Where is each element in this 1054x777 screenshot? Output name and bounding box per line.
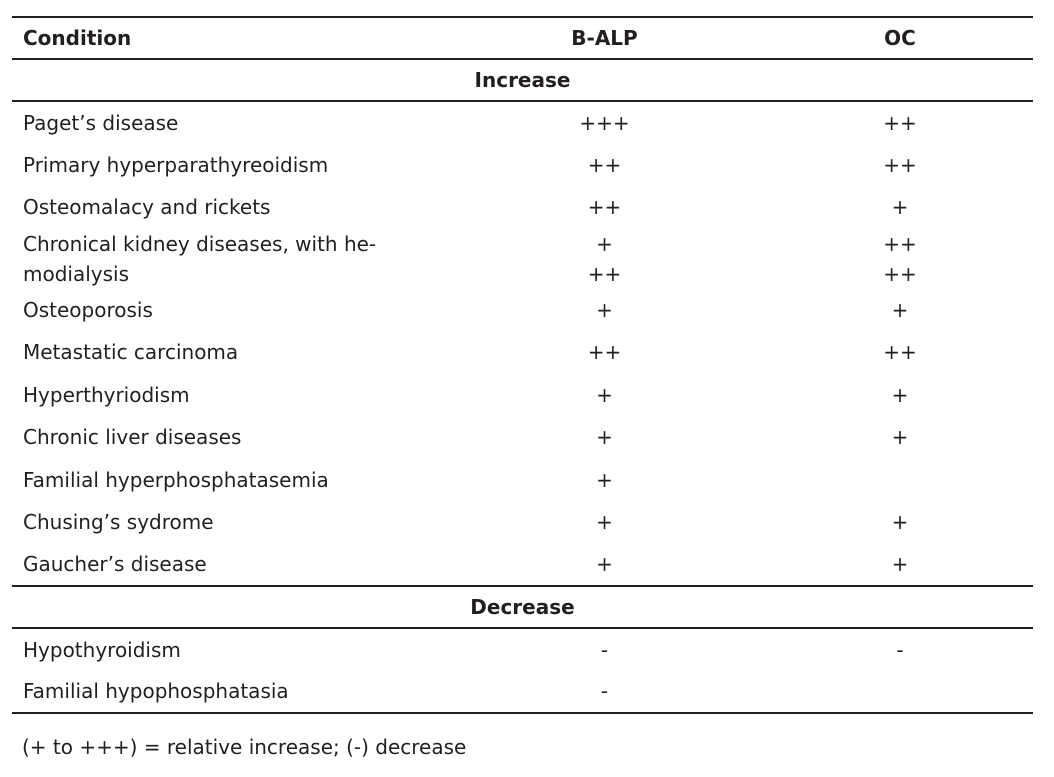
oc-value-cell bbox=[787, 186, 1033, 229]
balp-value-cell-line: + bbox=[596, 382, 613, 407]
section-row-increase bbox=[12, 59, 1033, 101]
condition-cell bbox=[12, 331, 412, 374]
column-header-balp: B-ALP bbox=[571, 26, 638, 50]
condition-cell bbox=[12, 628, 412, 671]
balp-value-cell-line: - bbox=[600, 679, 609, 704]
condition-cell-line: Metastatic carcinoma bbox=[23, 340, 239, 365]
condition-cell-line: modialysis bbox=[23, 261, 130, 286]
condition-cell bbox=[12, 374, 412, 417]
oc-value-cell bbox=[787, 501, 1033, 544]
column-header-oc: OC bbox=[884, 26, 916, 50]
table-header-row bbox=[12, 17, 1033, 59]
oc-value-cell bbox=[787, 229, 1033, 289]
balp-value-cell bbox=[412, 416, 787, 459]
balp-value-cell bbox=[412, 628, 787, 671]
condition-cell bbox=[12, 459, 412, 502]
oc-value-cell-line: + bbox=[891, 195, 909, 220]
balp-value-cell bbox=[412, 186, 787, 229]
condition-cell-line: Hyperthyriodism bbox=[23, 382, 190, 407]
bone-markers-table bbox=[12, 16, 1033, 714]
table-row bbox=[12, 186, 1033, 229]
oc-value-cell bbox=[787, 628, 1033, 671]
balp-value-cell-line: - bbox=[600, 637, 609, 662]
balp-value-cell bbox=[412, 544, 787, 587]
balp-value-cell-line: ++ bbox=[587, 340, 622, 365]
table-row bbox=[12, 459, 1033, 502]
oc-value-cell-line: ++ bbox=[883, 152, 917, 177]
balp-value-cell-line: ++ bbox=[587, 261, 622, 286]
balp-value-cell-line: ++ bbox=[587, 152, 622, 177]
oc-value-cell bbox=[787, 101, 1033, 144]
oc-value-cell-line: ++ bbox=[883, 340, 917, 365]
condition-cell bbox=[12, 416, 412, 459]
table-row bbox=[12, 544, 1033, 587]
table-row bbox=[12, 671, 1033, 714]
table-row bbox=[12, 101, 1033, 144]
oc-value-cell-line: ++ bbox=[883, 110, 917, 135]
table-row bbox=[12, 144, 1033, 187]
balp-value-cell bbox=[412, 144, 787, 187]
oc-value-cell bbox=[787, 374, 1033, 417]
oc-value-cell bbox=[787, 331, 1033, 374]
balp-value-cell-line: + bbox=[596, 297, 613, 322]
condition-cell bbox=[12, 144, 412, 187]
balp-value-cell-line: + bbox=[596, 552, 613, 577]
section-title: Decrease bbox=[12, 586, 1033, 628]
table-row bbox=[12, 289, 1033, 332]
condition-cell bbox=[12, 101, 412, 144]
markers-table-container bbox=[12, 16, 1033, 714]
oc-value-cell bbox=[787, 416, 1033, 459]
condition-cell-line: Paget’s disease bbox=[23, 110, 179, 135]
table-row bbox=[12, 374, 1033, 417]
condition-cell-line: Familial hypophosphatasia bbox=[23, 679, 289, 704]
balp-value-cell-line: +++ bbox=[579, 110, 630, 135]
oc-value-cell bbox=[787, 144, 1033, 187]
oc-value-cell-line: + bbox=[891, 297, 909, 322]
condition-cell bbox=[12, 544, 412, 587]
condition-cell bbox=[12, 229, 412, 289]
oc-value-cell-line: + bbox=[891, 382, 909, 407]
balp-value-cell bbox=[412, 459, 787, 502]
condition-cell-line: Hypothyroidism bbox=[23, 637, 181, 662]
oc-value-cell bbox=[787, 459, 1033, 502]
balp-value-cell bbox=[412, 671, 787, 714]
balp-value-cell-line: + bbox=[596, 231, 613, 256]
condition-cell-line: Osteomalacy and rickets bbox=[23, 195, 271, 220]
balp-value-cell-line: + bbox=[596, 467, 613, 492]
column-header-condition: Condition bbox=[23, 26, 132, 50]
oc-value-cell-line: + bbox=[891, 425, 909, 450]
table-row bbox=[12, 416, 1033, 459]
oc-value-cell-line: ++ bbox=[883, 231, 917, 256]
condition-cell bbox=[12, 671, 412, 714]
condition-cell-line: Chusing’s sydrome bbox=[23, 510, 214, 535]
table-body bbox=[12, 59, 1033, 713]
table-row bbox=[12, 628, 1033, 671]
oc-value-cell-line: ++ bbox=[883, 261, 917, 286]
table-row bbox=[12, 229, 1033, 289]
oc-value-cell bbox=[787, 544, 1033, 587]
condition-cell bbox=[12, 186, 412, 229]
balp-value-cell bbox=[412, 289, 787, 332]
balp-value-cell bbox=[412, 501, 787, 544]
oc-value-cell-line: + bbox=[891, 552, 909, 577]
oc-value-cell-line: - bbox=[896, 637, 904, 662]
condition-cell bbox=[12, 501, 412, 544]
balp-value-cell-line: ++ bbox=[587, 195, 622, 220]
condition-cell-line: Chronical kidney diseases, with he- bbox=[23, 231, 377, 256]
table-row bbox=[12, 331, 1033, 374]
condition-cell-line: Familial hyperphosphatasemia bbox=[23, 467, 329, 492]
section-row-decrease bbox=[12, 586, 1033, 628]
condition-cell-line: Gaucher’s disease bbox=[23, 552, 207, 577]
condition-cell-line: Primary hyperparathyreoidism bbox=[23, 152, 329, 177]
condition-cell-line: Chronic liver diseases bbox=[23, 425, 242, 450]
balp-value-cell-line: + bbox=[596, 510, 613, 535]
table-row bbox=[12, 501, 1033, 544]
condition-cell-line: Osteoporosis bbox=[23, 297, 153, 322]
oc-value-cell bbox=[787, 671, 1033, 714]
section-title: Increase bbox=[12, 59, 1033, 101]
balp-value-cell-line: + bbox=[596, 425, 613, 450]
balp-value-cell bbox=[412, 331, 787, 374]
balp-value-cell bbox=[412, 101, 787, 144]
balp-value-cell bbox=[412, 374, 787, 417]
condition-cell bbox=[12, 289, 412, 332]
oc-value-cell bbox=[787, 289, 1033, 332]
balp-value-cell bbox=[412, 229, 787, 289]
table-footnote: (+ to +++) = relative increase; (-) decrease bbox=[22, 735, 467, 759]
oc-value-cell-line: + bbox=[891, 510, 909, 535]
